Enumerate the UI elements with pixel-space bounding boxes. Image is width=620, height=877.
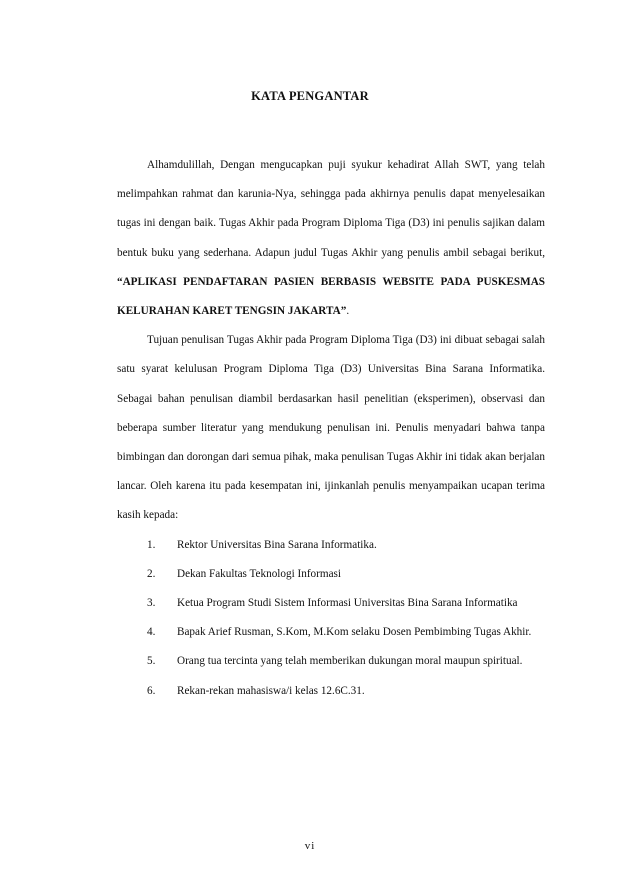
paragraph-intro-text: Alhamdulillah, Dengan mengucapkan puji syukur kehadirat Allah SWT, yang telah melimpahkan rahmat dan karunia-Nya, sehingga pada akhirnya penulis dapat menyelesaikan tugas ini dengan baik. Tugas Akhir pada Program Diploma Tiga (D3) ini penulis sajikan dalam bentuk buku yang sederhana. Adapun judul Tugas Akhir yang penulis ambil sebagai berikut, [117,159,545,259]
paragraph-purpose: Tujuan penulisan Tugas Akhir pada Program Diploma Tiga (D3) ini dibuat sebagai salah satu syarat kelulusan Program Diploma Tiga (D3) Universitas Bina Sarana Informatika. Sebagai bahan penulisan diambil berdasarkan hasil penelitian (eksperimen), observasi dan beberapa sumber literatur yang mendukung penulisan ini. Penulis menyadari bahwa tanpa bimbingan dan dorongan dari semua pihak, maka penulisan Tugas Akhir ini tidak akan berjalan lancar. Oleh karena itu pada kesempatan ini, ijinkanlah penulis menyampaikan ucapan terima kasih kepada: [117,334,545,522]
page-number: vi [304,840,316,852]
list-item-number: 2. [147,567,156,580]
page-title: KATA PENGANTAR [251,89,369,103]
list-item-text: Dekan Fakultas Teknologi Informasi [177,567,341,580]
list-item-text: Ketua Program Studi Sistem Informasi Universitas Bina Sarana Informatika [177,597,518,610]
thesis-title: “APLIKASI PENDAFTARAN PASIEN BERBASIS WEBSITE PADA PUSKESMAS KELURAHAN KARET TENGSIN JAKARTA” [117,275,545,318]
list-item-text: Orang tua tercinta yang telah memberikan dukungan moral maupun spiritual. [177,655,523,668]
list-item-text: Rekan-rekan mahasiswa/i kelas 12.6C.31. [177,684,365,697]
paragraph-intro-end: . [346,305,350,318]
acknowledgement-list [117,531,545,706]
list-item-number: 1. [147,538,156,551]
list-item [117,618,545,647]
list-item [117,647,545,676]
list-item [117,531,545,560]
list-item [117,560,545,589]
list-item [117,677,545,706]
list-item-number: 4. [147,626,156,639]
list-item-number: 6. [147,684,156,697]
list-item-text: Bapak Arief Rusman, S.Kom, M.Kom selaku Dosen Pembimbing Tugas Akhir. [177,626,532,639]
paragraph-intro [117,151,545,326]
list-item-number: 3. [147,597,156,610]
list-item-text: Rektor Universitas Bina Sarana Informatika. [177,538,377,551]
list-item [117,589,545,618]
list-item-number: 5. [147,655,156,668]
body-text [117,151,545,706]
